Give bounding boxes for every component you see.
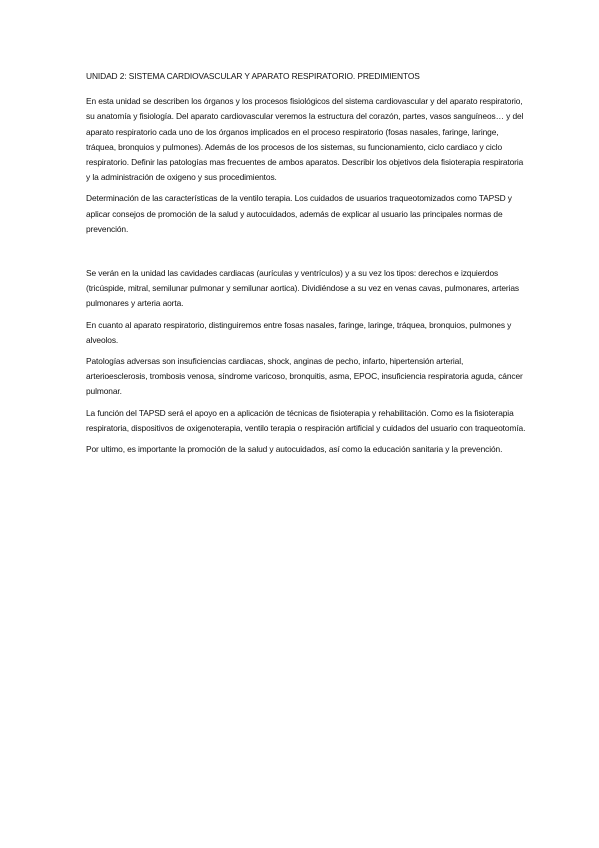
paragraph-cavidades: Se verán en la unidad las cavidades cardiacas (aurículas y ventrículos) y a su vez los tipos: derechos e izquierdos (tricúspide, mitral, semilunar pulmonar y semilunar aortica). Dividiéndose a su vez en venas cavas, pulmonares, arterias pulmonares y arteria aorta. <box>86 268 519 309</box>
document-content <box>86 69 526 463</box>
paragraph-patologias: Patologías adversas son insuficiencias cardiacas, shock, anginas de pecho, infarto, hipertensión arterial, arterioesclerosis, trombosis venosa, síndrome varicoso, bronquitis, asma, EPOC, insuficiencia respiratoria aguda, cáncer pulmonar. <box>86 356 523 397</box>
paragraph-intro: En esta unidad se describen los órganos y los procesos fisiológicos del sistema cardiovascular y del aparato respiratorio, su anatomía y fisiología. Del aparato cardiovascular veremos la estructura del corazón, partes, vasos sanguíneos… y del aparato respiratorio cada uno de los órganos implicados en el proceso respiratorio (fosas nasales, faringe, laringe, tráquea, bronquios y pulmones). Además de los procesos de los sistemas, su funcionamiento, ciclo cardiaco y ciclo respiratorio. Definir las patologías mas frecuentes de ambos aparatos. Describir los objetivos dela fisioterapia respiratoria y la administración de oxigeno y sus procedimientos. <box>86 96 524 183</box>
paragraph-ventiloterapia: Determinación de las características de la ventilo terapia. Los cuidados de usuarios traqueotomizados como TAPSD y aplicar consejos de promoción de la salud y autocuidados, además de explicar al usuario las principales normas de prevención. <box>86 193 512 234</box>
paragraph-funcion-tapsd: La función del TAPSD será el apoyo en a aplicación de técnicas de fisioterapia y rehabilitación. Como es la fisioterapia respiratoria, dispositivos de oxigenoterapia, ventilo terapia o respiración artificial y cuidados del usuario con traqueotomía. <box>86 407 526 433</box>
paragraph-aparato-respiratorio: En cuanto al aparato respiratorio, distinguiremos entre fosas nasales, faringe, laringe, tráquea, bronquios, pulmones y alveolos. <box>86 319 512 345</box>
document-title: UNIDAD 2: SISTEMA CARDIOVASCULAR Y APARATO RESPIRATORIO. PREDIMIENTOS <box>86 71 420 81</box>
paragraph-promocion-salud: Por ultimo, es importante la promoción de la salud y autocuidados, así como la educación sanitaria y la prevención. <box>86 444 503 455</box>
